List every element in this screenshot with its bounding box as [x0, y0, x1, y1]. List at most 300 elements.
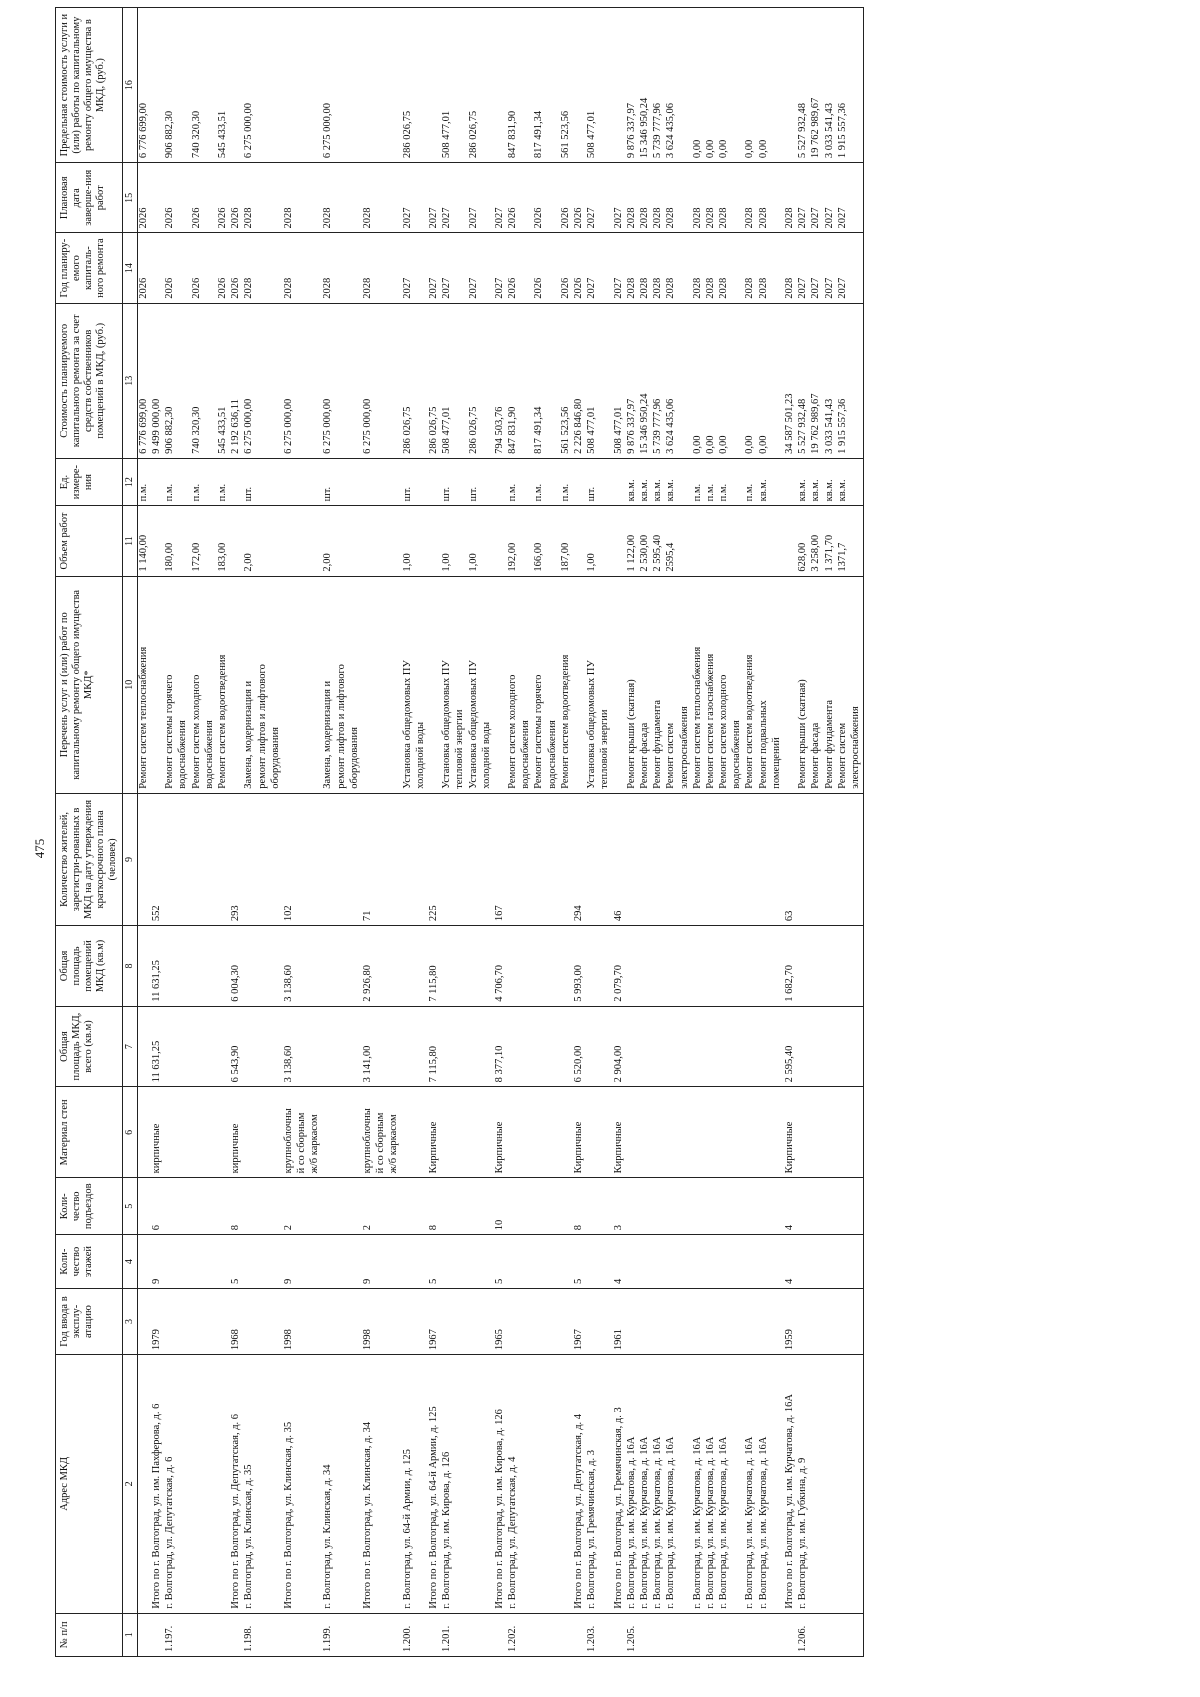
- unit: [402, 458, 428, 506]
- residents-count: [468, 793, 494, 925]
- residents-count-value: [138, 798, 151, 921]
- floor-count: [230, 1235, 243, 1289]
- planned-cost: [797, 303, 863, 458]
- planned-cost-value: 2 192 636,11: [230, 399, 242, 454]
- completion-date: [191, 163, 217, 233]
- total-area-value: 7 115,80: [427, 1046, 439, 1083]
- premises-area-value: 2 926,80: [362, 965, 373, 1002]
- floor-count-value: 9: [362, 1278, 373, 1284]
- work-list-line: Установка общедомовых ПУ: [586, 660, 598, 789]
- commission-year-value: [402, 1293, 415, 1350]
- repair-year: [533, 233, 559, 303]
- planned-cost: [191, 303, 217, 458]
- address-line: г. Волгоград, ул. Гремячинская, д. 3: [586, 1449, 598, 1609]
- table-row: [573, 8, 586, 1657]
- commission-year: [402, 1288, 428, 1354]
- floor-count: [441, 1235, 467, 1289]
- work-volume-value: 180,00: [164, 542, 176, 572]
- premises-area: [402, 926, 428, 1007]
- floor-count: [784, 1235, 797, 1289]
- wall-material-value: [402, 1091, 415, 1173]
- row-number: [692, 1613, 705, 1656]
- completion-date-value: 2028: [362, 207, 373, 229]
- completion-date-value: 2027: [612, 207, 624, 229]
- address-line: г. Волгоград, ул. им. Кирова, д. 126: [441, 1451, 453, 1609]
- completion-date-line: 2028: [625, 207, 637, 229]
- commission-year-value: 1967: [427, 1329, 439, 1351]
- table-row: [402, 8, 428, 1657]
- row-number-value: [428, 1618, 441, 1652]
- entrance-count-value: 2: [282, 1224, 294, 1231]
- column-header: Адрес МКД: [56, 1355, 123, 1613]
- unit-line: п.м.: [704, 483, 716, 502]
- total-area-value: 2 904,00: [612, 1045, 624, 1083]
- table-row: [586, 8, 612, 1657]
- commission-year: [428, 1288, 441, 1354]
- address: [362, 1355, 402, 1613]
- commission-year-value: [705, 1293, 718, 1350]
- commission-year-value: 1998: [362, 1329, 373, 1351]
- commission-year-value: 1998: [282, 1329, 294, 1351]
- completion-date: [283, 163, 323, 233]
- row-number: [137, 1613, 151, 1656]
- total-area: [151, 1006, 164, 1087]
- wall-material-value: [164, 1091, 177, 1173]
- wall-material: [191, 1087, 217, 1178]
- completion-date-value: [151, 167, 164, 228]
- unit-value: п.м.: [190, 483, 202, 502]
- unit-value: п.м.: [216, 483, 228, 502]
- residents-count-value: 294: [573, 905, 584, 922]
- floor-count: [797, 1235, 863, 1289]
- residents-count: [626, 793, 692, 925]
- floor-count-value: [560, 1239, 573, 1284]
- column-header: Перечень услуг и (или) работ по капитальному ремонту общего имущества МКД*: [56, 576, 123, 793]
- entrance-count-value: [322, 1182, 335, 1230]
- table-row: [692, 8, 705, 1657]
- entrance-count-value: [586, 1182, 599, 1230]
- planned-cost: [613, 303, 626, 458]
- residents-count-value: [626, 798, 639, 921]
- entrance-count-value: 8: [427, 1224, 439, 1231]
- limit-cost-line: 0,00: [718, 139, 730, 159]
- entrance-count-value: [705, 1182, 718, 1230]
- floor-count: [744, 1235, 784, 1289]
- total-area-value: 6 520,00: [573, 1045, 584, 1083]
- total-area-value: [692, 1011, 705, 1083]
- wall-material: [468, 1087, 494, 1178]
- column-header: Плановая дата заверше-ния работ: [56, 163, 123, 233]
- entrance-count-value: [468, 1182, 481, 1230]
- premises-area-value: 11 631,25: [151, 960, 162, 1002]
- residents-count-value: [164, 798, 177, 921]
- limit-cost-value: 561 523,56: [559, 110, 571, 159]
- residents-count-value: [322, 798, 335, 921]
- table-row: [137, 8, 151, 1657]
- unit-value: [283, 463, 296, 502]
- work-volume-line: 1 122,00: [625, 534, 637, 572]
- commission-year: [494, 1288, 507, 1354]
- work-list: [217, 576, 230, 793]
- premises-area-value: [560, 930, 573, 1002]
- table-row: [494, 8, 507, 1657]
- repair-year-value: 2028: [784, 277, 795, 299]
- row-number-value: 1.206.: [797, 1625, 809, 1652]
- premises-area: [784, 926, 797, 1007]
- row-number: [705, 1613, 745, 1656]
- limit-cost-line: 0,00: [744, 139, 756, 159]
- unit: [692, 458, 705, 506]
- wall-material-value: [138, 1091, 151, 1173]
- address-line: Итого по г. Волгоград, ул. Гремячинская, д. 3: [612, 1407, 624, 1609]
- total-area: [468, 1006, 494, 1087]
- work-list-line: Ремонт фасада: [638, 722, 650, 789]
- row-number-value: 1.200.: [401, 1625, 413, 1652]
- row-number: [613, 1613, 626, 1656]
- floor-count: [560, 1235, 573, 1289]
- entrance-count: [586, 1178, 612, 1235]
- commission-year-value: 1979: [151, 1329, 162, 1351]
- table-row: [428, 8, 441, 1657]
- planned-cost: [151, 303, 164, 458]
- unit-value: шт.: [586, 486, 598, 502]
- work-list-line: Ремонт фундамента: [823, 699, 835, 789]
- completion-date-line: 2028: [652, 207, 664, 229]
- work-list-line: Ремонт систем водоотведения: [559, 654, 571, 789]
- premises-area: [692, 926, 705, 1007]
- commission-year-value: [191, 1293, 204, 1350]
- wall-material: [441, 1087, 467, 1178]
- commission-year: [283, 1288, 323, 1354]
- table-row: [362, 8, 402, 1657]
- address-line: г. Волгоград, ул. Клинская, д. 34: [322, 1464, 334, 1609]
- address-line: г. Волгоград, ул. им. Курчатова, д. 16А: [638, 1436, 650, 1609]
- work-list: [744, 576, 784, 793]
- commission-year-value: 1961: [612, 1329, 624, 1351]
- total-area: [230, 1006, 243, 1087]
- residents-count: [586, 793, 612, 925]
- floor-count: [362, 1235, 402, 1289]
- work-list-line: Замена, модернизация и: [243, 680, 255, 789]
- address: [441, 1355, 467, 1613]
- work-list-line: холодной воды: [480, 721, 492, 789]
- entrance-count: [560, 1178, 573, 1235]
- total-area-value: [217, 1011, 230, 1083]
- work-list-line: Ремонт системы горячего: [164, 674, 176, 789]
- row-number: [283, 1613, 323, 1656]
- entrance-count: [468, 1178, 494, 1235]
- premises-area: [613, 926, 626, 1007]
- row-number: [428, 1613, 441, 1656]
- work-list-line: Ремонт подвальных: [757, 700, 769, 789]
- entrance-count: [230, 1178, 243, 1235]
- address: [692, 1355, 705, 1613]
- commission-year: [613, 1288, 626, 1354]
- work-list-line: водоснабжения: [203, 720, 215, 789]
- wall-material: [322, 1087, 362, 1178]
- completion-date: [164, 163, 190, 233]
- work-volume-value: 1,00: [467, 553, 479, 572]
- completion-date: [362, 163, 402, 233]
- entrance-count: [283, 1178, 323, 1235]
- work-volume: [705, 506, 745, 576]
- work-list-line: [283, 581, 296, 789]
- residents-count: [230, 793, 243, 925]
- planned-cost: [428, 303, 441, 458]
- residents-count: [283, 793, 323, 925]
- residents-count: [362, 793, 402, 925]
- work-volume-value: [362, 510, 375, 571]
- commission-year-value: 1959: [784, 1329, 795, 1351]
- work-volume: [626, 506, 692, 576]
- work-list-line: Замена, модернизация и: [322, 680, 334, 789]
- completion-date: [626, 163, 692, 233]
- completion-date-value: 2028: [243, 207, 255, 229]
- unit-line: кв.м.: [797, 479, 809, 502]
- completion-date: [243, 163, 283, 233]
- premises-area-value: 1 682,70: [784, 965, 795, 1002]
- wall-material: [744, 1087, 784, 1178]
- residents-count-value: [692, 798, 705, 921]
- commission-year-value: [560, 1293, 573, 1350]
- work-volume-value: [784, 510, 797, 571]
- total-area: [283, 1006, 323, 1087]
- work-volume-line: 1371,7: [836, 542, 848, 572]
- completion-date: [613, 163, 626, 233]
- wall-material-value: Кирпичные: [427, 1121, 439, 1174]
- address: [151, 1355, 164, 1613]
- row-number: [494, 1613, 507, 1656]
- limit-cost-line: 15 346 950,24: [638, 97, 650, 159]
- entrance-count: [217, 1178, 230, 1235]
- work-list-line: водоснабжения: [520, 720, 532, 789]
- work-list-line: Ремонт систем: [665, 722, 677, 789]
- commission-year: [322, 1288, 362, 1354]
- premises-area: [243, 926, 283, 1007]
- work-list: [784, 576, 797, 793]
- row-number-value: [573, 1618, 586, 1652]
- residents-count: [573, 793, 586, 925]
- premises-area-value: [705, 930, 718, 1002]
- row-number-value: 1.202.: [507, 1625, 519, 1652]
- repair-year: [468, 233, 494, 303]
- limit-cost: [217, 8, 230, 163]
- address-line: г. Волгоград, ул. им. Курчатова, д. 16А: [744, 1436, 756, 1609]
- unit: [797, 458, 863, 506]
- address: [784, 1355, 797, 1613]
- wall-material: [626, 1087, 692, 1178]
- wall-material: [362, 1087, 402, 1178]
- completion-date: [151, 163, 164, 233]
- residents-count: [428, 793, 441, 925]
- total-area-value: 8 377,10: [493, 1045, 505, 1083]
- planned-cost-value: 6 275 000,00: [243, 398, 255, 454]
- limit-cost-value: 508 477,01: [586, 110, 598, 159]
- repair-year: [217, 233, 230, 303]
- premises-area-value: [217, 930, 230, 1002]
- total-area-value: [586, 1011, 599, 1083]
- repair-year-value: 2026: [230, 277, 242, 299]
- limit-cost: [573, 8, 586, 163]
- address: [283, 1355, 323, 1613]
- premises-area-value: [744, 930, 757, 1002]
- completion-date-value: 2028: [691, 207, 703, 229]
- planned-cost-value: 9 499 000,00: [151, 398, 162, 454]
- limit-cost: [533, 8, 559, 163]
- repair-year: [322, 233, 362, 303]
- entrance-count: [494, 1178, 507, 1235]
- unit: [468, 458, 494, 506]
- wall-material: [533, 1087, 559, 1178]
- entrance-count: [441, 1178, 467, 1235]
- entrance-count-value: 8: [573, 1224, 584, 1231]
- premises-area: [441, 926, 467, 1007]
- entrance-count-value: [217, 1182, 230, 1230]
- commission-year: [230, 1288, 243, 1354]
- limit-cost: [243, 8, 283, 163]
- floor-count-value: [626, 1239, 639, 1284]
- repair-year: [230, 233, 243, 303]
- work-volume: [217, 506, 230, 576]
- planned-cost: [164, 303, 190, 458]
- entrance-count-value: [402, 1182, 415, 1230]
- unit-value: п.м.: [164, 483, 176, 502]
- completion-date: [402, 163, 428, 233]
- unit-line: кв.м.: [757, 479, 769, 502]
- work-volume: [494, 506, 507, 576]
- work-list-line: холодной воды: [414, 721, 426, 789]
- address: [586, 1355, 612, 1613]
- completion-date-value: 2026: [533, 207, 545, 229]
- total-area: [137, 1006, 151, 1087]
- address: [744, 1355, 784, 1613]
- table-row: [322, 8, 362, 1657]
- completion-date-value: 2027: [427, 207, 439, 229]
- row-number: [362, 1613, 402, 1656]
- premises-area: [560, 926, 573, 1007]
- table-row: [164, 8, 190, 1657]
- residents-count-value: [402, 798, 415, 921]
- limit-cost-value: 545 433,51: [216, 110, 228, 159]
- address-line: г. Волгоград, ул. им. Курчатова, д. 16А: [665, 1436, 677, 1609]
- unit-line: кв.м.: [810, 479, 822, 502]
- limit-cost-value: [283, 12, 296, 158]
- work-volume-value: [705, 510, 718, 571]
- work-volume: [191, 506, 217, 576]
- floor-count-value: 4: [784, 1278, 795, 1284]
- planned-cost-value: 847 831,90: [507, 406, 519, 454]
- planned-cost-value: 561 523,56: [559, 406, 571, 454]
- repair-year-value: 2027: [441, 277, 453, 299]
- residents-count-value: 71: [362, 910, 373, 922]
- row-number-value: 1.201.: [441, 1625, 453, 1652]
- limit-cost-value: 6 275 000,00: [243, 103, 255, 159]
- work-list: [468, 576, 494, 793]
- premises-area-value: [507, 930, 520, 1002]
- total-area-value: [560, 1011, 573, 1083]
- work-volume: [784, 506, 797, 576]
- unit: [705, 458, 745, 506]
- limit-cost-value: [362, 12, 375, 158]
- unit: [626, 458, 692, 506]
- wall-material-value: [441, 1091, 454, 1173]
- limit-cost: [692, 8, 705, 163]
- work-volume-value: 187,00: [559, 542, 571, 572]
- floor-count-value: 9: [151, 1278, 162, 1284]
- unit: [217, 458, 230, 506]
- premises-area: [362, 926, 402, 1007]
- floor-count: [507, 1235, 533, 1289]
- repair-year: [362, 233, 402, 303]
- entrance-count: [573, 1178, 586, 1235]
- residents-count-value: [560, 798, 573, 921]
- entrance-count-value: [138, 1182, 151, 1230]
- column-header: Коли-чество подъездов: [56, 1178, 123, 1235]
- unit: [151, 458, 164, 506]
- repair-year: [151, 233, 164, 303]
- total-area-value: [705, 1011, 718, 1083]
- repair-year-line: 2028: [757, 277, 769, 299]
- work-volume: [151, 506, 164, 576]
- commission-year: [507, 1288, 533, 1354]
- completion-date-value: 2028: [784, 207, 795, 229]
- limit-cost-line: 5 527 932,48: [797, 103, 809, 159]
- total-area: [586, 1006, 612, 1087]
- work-volume-value: [428, 510, 441, 571]
- table-body: [137, 8, 863, 1657]
- wall-material: [137, 1087, 151, 1178]
- residents-count: [784, 793, 797, 925]
- floor-count-value: [797, 1239, 810, 1284]
- residents-count: [797, 793, 863, 925]
- completion-date: [507, 163, 533, 233]
- entrance-count-value: [533, 1182, 546, 1230]
- completion-date: [468, 163, 494, 233]
- commission-year-value: [507, 1293, 520, 1350]
- planned-cost: [533, 303, 559, 458]
- unit: [283, 458, 323, 506]
- row-number: [468, 1613, 494, 1656]
- wall-material-value: Кирпичные: [573, 1121, 584, 1174]
- row-number-value: [217, 1618, 230, 1652]
- limit-cost-value: 286 026,75: [467, 110, 479, 159]
- limit-cost: [626, 8, 692, 163]
- total-area: [784, 1006, 797, 1087]
- address-line: Итого по г. Волгоград, ул. им. Пахферова, д. 6: [151, 1403, 162, 1609]
- total-area-value: [322, 1011, 335, 1083]
- commission-year: [468, 1288, 494, 1354]
- premises-area: [428, 926, 441, 1007]
- work-volume: [230, 506, 243, 576]
- limit-cost: [402, 8, 428, 163]
- work-volume: [586, 506, 612, 576]
- entrance-count-value: [441, 1182, 454, 1230]
- floor-count: [705, 1235, 745, 1289]
- premises-area: [797, 926, 863, 1007]
- work-volume: [137, 506, 151, 576]
- work-list: [151, 576, 164, 793]
- unit-line: кв.м.: [638, 479, 650, 502]
- limit-cost: [613, 8, 626, 163]
- planned-cost-value: 34 587 501,23: [784, 393, 795, 454]
- floor-count-value: 5: [493, 1278, 505, 1284]
- limit-cost-value: 740 320,30: [190, 110, 202, 159]
- limit-cost-value: 508 477,01: [441, 110, 453, 159]
- limit-cost: [362, 8, 402, 163]
- planned-cost: [283, 303, 323, 458]
- commission-year: [137, 1288, 151, 1354]
- repair-year: [428, 233, 441, 303]
